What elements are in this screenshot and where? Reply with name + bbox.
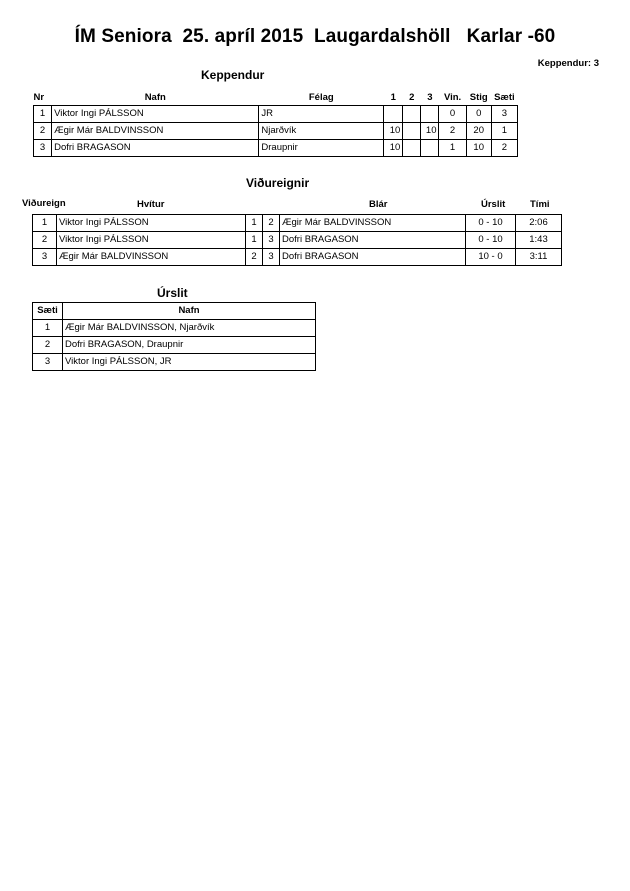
- table-row: [33, 354, 316, 371]
- column-header: 2: [403, 91, 421, 106]
- score-cell: [403, 106, 421, 123]
- results-table: [32, 302, 316, 371]
- match-time: 3:11: [516, 249, 562, 266]
- match-time: 2:06: [516, 215, 562, 232]
- score-cell: [421, 106, 439, 123]
- column-header: Hvítur: [137, 199, 165, 210]
- column-header: Stig: [466, 91, 491, 106]
- column-header: Sæti: [491, 91, 517, 106]
- place-cell: 3: [491, 106, 517, 123]
- column-header: Tími: [530, 199, 550, 210]
- results-header-row: [33, 303, 316, 320]
- column-header: Úrslit: [481, 199, 506, 210]
- score-cell: [421, 140, 439, 157]
- blue-competitor: Dofri BRAGASON: [280, 232, 466, 249]
- result-place: 3: [33, 354, 63, 371]
- blue-competitor: Dofri BRAGASON: [280, 249, 466, 266]
- matches-heading: Viðureignir: [246, 176, 310, 190]
- competitor-name: Ægir Már BALDVINSSON: [52, 123, 259, 140]
- column-header: Blár: [369, 199, 388, 210]
- column-header: Nafn: [52, 91, 259, 106]
- page-title: ÍM Seniora 25. apríl 2015 Laugardalshöll Karlar -60: [74, 26, 556, 47]
- table-row: [33, 249, 562, 266]
- wins-cell: 1: [439, 140, 466, 157]
- table-row: [33, 215, 562, 232]
- column-header: Nafn: [63, 303, 316, 320]
- competitor-number: 1: [34, 106, 52, 123]
- table-row: [34, 123, 518, 140]
- match-time: 1:43: [516, 232, 562, 249]
- competitors-header-row: [34, 91, 518, 106]
- match-result: 0 - 10: [466, 215, 516, 232]
- table-row: [33, 232, 562, 249]
- blue-number: 3: [263, 232, 280, 249]
- points-cell: 20: [466, 123, 491, 140]
- match-number: 3: [33, 249, 57, 266]
- wins-cell: 0: [439, 106, 466, 123]
- competitor-number: 2: [34, 123, 52, 140]
- table-row: [34, 106, 518, 123]
- match-result: 0 - 10: [466, 232, 516, 249]
- points-cell: 0: [466, 106, 491, 123]
- table-row: [33, 320, 316, 337]
- competitor-club: Njarðvík: [259, 123, 384, 140]
- competitors-heading: Keppendur: [201, 68, 265, 82]
- column-header: 1: [384, 91, 403, 106]
- column-header: 3: [421, 91, 439, 106]
- column-header: Félag: [259, 91, 384, 106]
- match-number: 2: [33, 232, 57, 249]
- blue-competitor: Ægir Már BALDVINSSON: [280, 215, 466, 232]
- white-number: 2: [246, 249, 263, 266]
- match-number: 1: [33, 215, 57, 232]
- score-cell: [403, 140, 421, 157]
- white-number: 1: [246, 215, 263, 232]
- table-row: [33, 337, 316, 354]
- column-header: Nr: [34, 91, 52, 106]
- column-header: Sæti: [33, 303, 63, 320]
- competitors-table: [33, 91, 518, 157]
- score-cell: 10: [384, 140, 403, 157]
- result-name: Ægir Már BALDVINSSON, Njarðvík: [63, 320, 316, 337]
- blue-number: 2: [263, 215, 280, 232]
- points-cell: 10: [466, 140, 491, 157]
- white-competitor: Viktor Ingi PÁLSSON: [57, 215, 246, 232]
- place-cell: 1: [491, 123, 517, 140]
- white-competitor: Ægir Már BALDVINSSON: [57, 249, 246, 266]
- blue-number: 3: [263, 249, 280, 266]
- competitor-count: Keppendur: 3: [537, 58, 599, 69]
- results-heading: Úrslit: [157, 286, 188, 300]
- result-name: Dofri BRAGASON, Draupnir: [63, 337, 316, 354]
- competitor-club: JR: [259, 106, 384, 123]
- result-place: 1: [33, 320, 63, 337]
- wins-cell: 2: [439, 123, 466, 140]
- result-name: Viktor Ingi PÁLSSON, JR: [63, 354, 316, 371]
- matches-table: [32, 214, 562, 266]
- white-competitor: Viktor Ingi PÁLSSON: [57, 232, 246, 249]
- column-header: Vin.: [439, 91, 466, 106]
- competitor-club: Draupnir: [259, 140, 384, 157]
- competitor-number: 3: [34, 140, 52, 157]
- table-row: [34, 140, 518, 157]
- result-place: 2: [33, 337, 63, 354]
- score-cell: 10: [421, 123, 439, 140]
- place-cell: 2: [491, 140, 517, 157]
- white-number: 1: [246, 232, 263, 249]
- score-cell: 10: [384, 123, 403, 140]
- score-cell: [384, 106, 403, 123]
- column-header: Viðureign: [22, 198, 66, 209]
- match-result: 10 - 0: [466, 249, 516, 266]
- competitor-name: Dofri BRAGASON: [52, 140, 259, 157]
- score-cell: [403, 123, 421, 140]
- competitor-name: Viktor Ingi PÁLSSON: [52, 106, 259, 123]
